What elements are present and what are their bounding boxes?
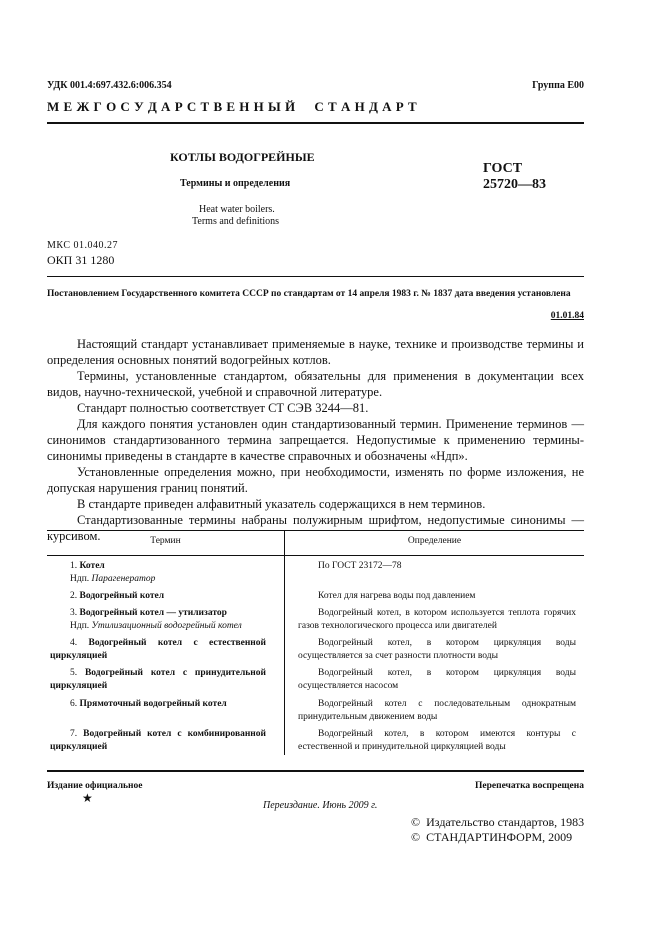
table-row-definition: По ГОСТ 23172—78 bbox=[318, 561, 402, 571]
intro-paragraph: Стандартизованные термины набраны полужирным шрифтом, недопустимые синонимы — курсивом. bbox=[47, 513, 584, 543]
title-en-sub: Terms and definitions bbox=[192, 216, 280, 227]
title-main: КОТЛЫ ВОДОГРЕЙНЫЕ bbox=[170, 150, 315, 164]
table-row-definition: Водогрейный котел, в котором циркуляция воды осуществляется за счет разности плотности воды bbox=[298, 638, 576, 661]
title-sub: Термины и определения bbox=[180, 178, 291, 189]
footer-rule bbox=[47, 770, 584, 772]
standard-type: М Е Ж Г О С У Д А Р С Т В Е Н Н Ы Й С Т А Н Д А Р Т bbox=[47, 99, 418, 114]
table-row-term: 3. Водогрейный котел — утилизатор bbox=[70, 608, 227, 618]
table-row-term: 5. Водогрейный котел с принудительной циркуляцией bbox=[50, 668, 266, 691]
gost-label: ГОСТ bbox=[483, 161, 523, 176]
intro-paragraph: Термины, установленные стандартом, обязательны для применения в документации всех видов, научно-технической, учебной и справочной литературе. bbox=[47, 369, 584, 399]
table-row-ndp: Ндп. Парагенератор bbox=[70, 574, 156, 584]
copyright-line-2: © СТАНДАРТИНФОРМ, 2009 bbox=[411, 830, 573, 844]
table-header-term: Термин bbox=[150, 536, 181, 546]
official-edition: Издание официальное bbox=[47, 781, 143, 791]
okp-code: ОКП 31 1280 bbox=[47, 253, 115, 267]
title-en-main: Heat water boilers. bbox=[199, 204, 275, 215]
table-row-ndp: Ндп. Утилизационный водогрейный котел bbox=[70, 621, 242, 631]
copyright-icon: © bbox=[411, 830, 421, 844]
intro-block bbox=[47, 336, 584, 544]
decree-text: Постановлением Государственного комитета СССР по стандартам от 14 апреля 1983 г. № 1837 дата введения установлена bbox=[47, 289, 571, 299]
header-rule bbox=[47, 122, 584, 124]
intro-paragraph: Для каждого понятия установлен один стандартизованный термин. Применение терминов — синонимов стандартизованного термина запрещается. Недопустимые к применению термины-синонимы приведены в стандарте в качестве справочных и обозначены «Ндп». bbox=[47, 417, 584, 463]
table-row-definition: Водогрейный котел, в котором имеются контуры с естественной и принудительной циркуляцией воды bbox=[298, 729, 576, 752]
table-row-definition: Водогрейный котел, в котором используется теплота горячих газов технологического процесса или двигателей bbox=[298, 608, 576, 631]
gost-number: 25720—83 bbox=[483, 177, 546, 192]
group-code: Группа Е00 bbox=[532, 80, 584, 91]
table-header-definition: Определение bbox=[407, 536, 462, 546]
table-row-term: 2. Водогрейный котел bbox=[70, 591, 165, 601]
table-row-term: 7. Водогрейный котел с комбинированной циркуляцией bbox=[50, 729, 266, 752]
table-row-term: 4. Водогрейный котел с естественной циркуляцией bbox=[50, 638, 266, 661]
intro-paragraph: В стандарте приведен алфавитный указатель содержащихся в нем терминов. bbox=[77, 497, 486, 511]
table-row-definition: Водогрейный котел с последовательным однократным принудительным движением воды bbox=[298, 699, 576, 722]
table-row-definition: Водогрейный котел, в котором циркуляция воды осуществляется насосом bbox=[298, 668, 576, 691]
codes-rule bbox=[47, 276, 584, 277]
reissue-note: Переиздание. Июнь 2009 г. bbox=[263, 800, 378, 811]
reprint-notice: Перепечатка воспрещена bbox=[474, 781, 584, 791]
decree-date: 01.01.84 bbox=[550, 311, 584, 321]
mks-code: МКС 01.040.27 bbox=[47, 240, 118, 251]
intro-paragraph: Настоящий стандарт устанавливает применяемые в науке, технике и производстве термины и определения основных понятий водогрейных котлов. bbox=[47, 337, 584, 367]
copyright-line-1: © Издательство стандартов, 1983 bbox=[411, 815, 585, 829]
intro-paragraph: Установленные определения можно, при необходимости, изменять по форме изложения, не допуская нарушения границ понятий. bbox=[47, 465, 584, 495]
table-row-term: 1. Котел bbox=[70, 561, 105, 571]
udk-code: УДК 001.4:697.432.6:006.354 bbox=[47, 80, 172, 91]
table-row-definition: Котел для нагрева воды под давлением bbox=[318, 591, 476, 601]
table-row-term: 6. Прямоточный водогрейный котел bbox=[70, 699, 227, 709]
table-header bbox=[47, 530, 584, 556]
intro-paragraph: Стандарт полностью соответствует СТ СЭВ 3244—81. bbox=[77, 401, 369, 415]
star-icon: ★ bbox=[82, 791, 93, 805]
copyright-icon: © bbox=[411, 815, 421, 829]
table-column-divider bbox=[284, 530, 285, 755]
